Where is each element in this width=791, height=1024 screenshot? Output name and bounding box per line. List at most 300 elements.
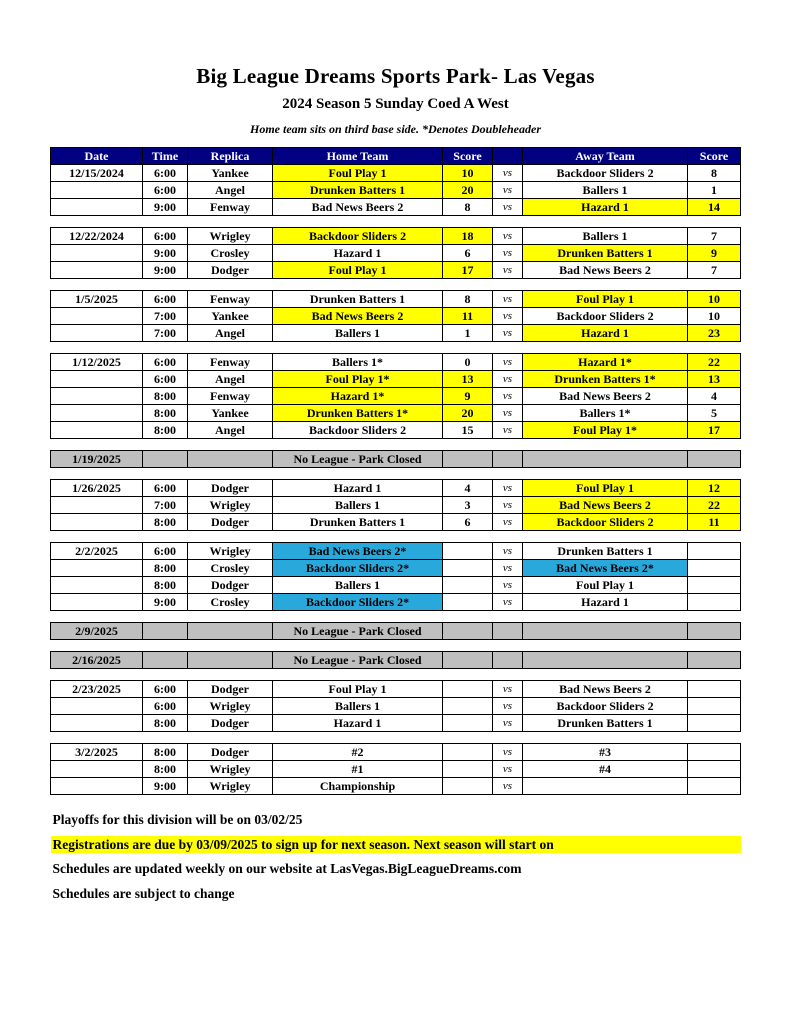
replica-cell: Dodger [188, 681, 273, 698]
game-row [51, 514, 741, 531]
date-cell [51, 388, 143, 405]
time-cell: 8:00 [143, 388, 188, 405]
away-score-cell: 7 [688, 262, 741, 279]
away-score-cell: 8 [688, 165, 741, 182]
away-team-cell: Bad News Beers 2* [523, 560, 688, 577]
replica-cell [188, 652, 273, 669]
replica-cell: Crosley [188, 594, 273, 611]
time-cell: 8:00 [143, 422, 188, 439]
away-score-cell [688, 577, 741, 594]
replica-cell: Crosley [188, 560, 273, 577]
game-row [51, 262, 741, 279]
home-score-cell: 11 [443, 308, 493, 325]
vs-cell: vs [493, 577, 523, 594]
date-cell [51, 405, 143, 422]
game-row [51, 480, 741, 497]
home-team-cell: #1 [273, 761, 443, 778]
vs-cell [493, 623, 523, 640]
away-score-cell [688, 652, 741, 669]
column-header-home-score: Score [443, 148, 493, 165]
replica-cell: Yankee [188, 165, 273, 182]
date-cell [51, 497, 143, 514]
game-row [51, 228, 741, 245]
spacer-row [51, 342, 741, 354]
date-cell [51, 182, 143, 199]
closed-row [51, 652, 741, 669]
time-cell: 6:00 [143, 354, 188, 371]
date-cell [51, 514, 143, 531]
date-cell [51, 715, 143, 732]
away-team-cell: Backdoor Sliders 2 [523, 308, 688, 325]
replica-cell: Angel [188, 371, 273, 388]
home-score-cell: 4 [443, 480, 493, 497]
home-score-cell: 6 [443, 514, 493, 531]
away-team-cell: Foul Play 1 [523, 577, 688, 594]
date-cell [51, 594, 143, 611]
home-score-cell [443, 652, 493, 669]
away-team-cell: Backdoor Sliders 2 [523, 698, 688, 715]
spacer-row [51, 611, 741, 623]
away-team-cell: Drunken Batters 1 [523, 715, 688, 732]
vs-cell: vs [493, 354, 523, 371]
spacer-row [51, 279, 741, 291]
replica-cell: Dodger [188, 262, 273, 279]
home-score-cell [443, 543, 493, 560]
time-cell: 8:00 [143, 744, 188, 761]
away-team-cell: Bad News Beers 2 [523, 262, 688, 279]
replica-cell: Wrigley [188, 698, 273, 715]
away-score-cell [688, 451, 741, 468]
away-score-cell: 22 [688, 497, 741, 514]
page-title: Big League Dreams Sports Park- Las Vegas [196, 64, 595, 88]
vs-cell: vs [493, 681, 523, 698]
vs-cell: vs [493, 715, 523, 732]
date-cell [51, 422, 143, 439]
time-cell: 7:00 [143, 325, 188, 342]
away-team-cell: Drunken Batters 1 [523, 245, 688, 262]
home-score-cell [443, 623, 493, 640]
home-team-cell: Backdoor Sliders 2 [273, 228, 443, 245]
vs-cell: vs [493, 497, 523, 514]
date-cell: 3/2/2025 [51, 744, 143, 761]
away-score-cell [688, 543, 741, 560]
home-score-cell: 20 [443, 182, 493, 199]
vs-cell: vs [493, 422, 523, 439]
date-cell [51, 245, 143, 262]
away-team-cell: Bad News Beers 2 [523, 497, 688, 514]
game-row [51, 245, 741, 262]
time-cell: 6:00 [143, 291, 188, 308]
column-header-away-team: Away Team [523, 148, 688, 165]
vs-cell: vs [493, 228, 523, 245]
game-row [51, 354, 741, 371]
game-row [51, 543, 741, 560]
date-cell [51, 371, 143, 388]
game-row [51, 308, 741, 325]
away-score-cell: 14 [688, 199, 741, 216]
vs-cell: vs [493, 291, 523, 308]
replica-cell: Wrigley [188, 497, 273, 514]
home-score-cell: 6 [443, 245, 493, 262]
game-row [51, 744, 741, 761]
time-cell: 6:00 [143, 371, 188, 388]
spacer-row [51, 439, 741, 451]
time-cell: 8:00 [143, 761, 188, 778]
date-cell: 12/15/2024 [51, 165, 143, 182]
away-score-cell [688, 560, 741, 577]
date-cell [51, 778, 143, 795]
footer-line-1: Playoffs for this division will be on 03/02/25 [52, 812, 303, 827]
home-team-cell: Backdoor Sliders 2* [273, 560, 443, 577]
away-score-cell: 5 [688, 405, 741, 422]
replica-cell: Yankee [188, 308, 273, 325]
time-cell: 6:00 [143, 165, 188, 182]
away-score-cell: 22 [688, 354, 741, 371]
home-team-cell: Hazard 1 [273, 715, 443, 732]
spacer-row [51, 732, 741, 744]
vs-cell: vs [493, 480, 523, 497]
footer-line-2: Registrations are due by 03/09/2025 to sign up for next season. Next season will start on [51, 836, 741, 854]
away-team-cell: Foul Play 1 [523, 480, 688, 497]
game-row [51, 681, 741, 698]
home-score-cell [443, 451, 493, 468]
away-team-cell [523, 652, 688, 669]
away-team-cell [523, 623, 688, 640]
away-team-cell: Ballers 1* [523, 405, 688, 422]
replica-cell: Dodger [188, 744, 273, 761]
home-score-cell: 10 [443, 165, 493, 182]
home-score-cell: 17 [443, 262, 493, 279]
home-team-cell: #2 [273, 744, 443, 761]
home-team-cell: Bad News Beers 2 [273, 199, 443, 216]
replica-cell: Dodger [188, 514, 273, 531]
game-row [51, 422, 741, 439]
spacer-cell [51, 468, 741, 480]
game-row [51, 761, 741, 778]
time-cell: 8:00 [143, 577, 188, 594]
away-score-cell: 10 [688, 291, 741, 308]
date-cell: 1/5/2025 [51, 291, 143, 308]
away-team-cell: Hazard 1* [523, 354, 688, 371]
away-team-cell: Backdoor Sliders 2 [523, 514, 688, 531]
away-score-cell [688, 744, 741, 761]
away-score-cell: 12 [688, 480, 741, 497]
home-team-cell: Bad News Beers 2 [273, 308, 443, 325]
spacer-row [51, 216, 741, 228]
game-row [51, 325, 741, 342]
date-cell [51, 199, 143, 216]
vs-cell: vs [493, 778, 523, 795]
spacer-cell [51, 640, 741, 652]
spacer-row [51, 468, 741, 480]
away-team-cell: Foul Play 1 [523, 291, 688, 308]
date-cell [51, 560, 143, 577]
away-score-cell: 11 [688, 514, 741, 531]
game-row [51, 577, 741, 594]
home-team-cell: Hazard 1 [273, 480, 443, 497]
date-cell: 1/26/2025 [51, 480, 143, 497]
date-cell: 2/2/2025 [51, 543, 143, 560]
date-cell: 12/22/2024 [51, 228, 143, 245]
spacer-row [51, 669, 741, 681]
time-cell: 8:00 [143, 514, 188, 531]
away-score-cell [688, 715, 741, 732]
home-score-cell: 9 [443, 388, 493, 405]
vs-cell: vs [493, 594, 523, 611]
home-team-cell: Backdoor Sliders 2* [273, 594, 443, 611]
replica-cell: Fenway [188, 199, 273, 216]
footer-notes [51, 811, 741, 902]
column-header-away-score: Score [688, 148, 741, 165]
vs-cell: vs [493, 325, 523, 342]
game-row [51, 199, 741, 216]
away-team-cell: Bad News Beers 2 [523, 681, 688, 698]
closed-row [51, 451, 741, 468]
away-score-cell [688, 594, 741, 611]
closed-text-cell: No League - Park Closed [273, 652, 443, 669]
home-score-cell: 13 [443, 371, 493, 388]
time-cell: 9:00 [143, 262, 188, 279]
date-cell: 2/23/2025 [51, 681, 143, 698]
game-row [51, 698, 741, 715]
column-header-replica: Replica [188, 148, 273, 165]
time-cell: 8:00 [143, 715, 188, 732]
game-row [51, 388, 741, 405]
home-score-cell [443, 577, 493, 594]
away-team-cell: Foul Play 1* [523, 422, 688, 439]
game-row [51, 715, 741, 732]
replica-cell: Wrigley [188, 761, 273, 778]
home-team-cell: Drunken Batters 1 [273, 182, 443, 199]
home-team-cell: Ballers 1 [273, 325, 443, 342]
closed-text-cell: No League - Park Closed [273, 623, 443, 640]
date-cell: 2/16/2025 [51, 652, 143, 669]
home-team-cell: Foul Play 1 [273, 262, 443, 279]
home-score-cell [443, 778, 493, 795]
home-team-cell: Ballers 1 [273, 577, 443, 594]
away-score-cell [688, 761, 741, 778]
home-team-cell: Hazard 1* [273, 388, 443, 405]
replica-cell: Dodger [188, 480, 273, 497]
away-score-cell: 1 [688, 182, 741, 199]
home-team-cell: Backdoor Sliders 2 [273, 422, 443, 439]
vs-cell [493, 451, 523, 468]
vs-cell [493, 652, 523, 669]
replica-cell: Crosley [188, 245, 273, 262]
away-score-cell [688, 681, 741, 698]
vs-cell: vs [493, 744, 523, 761]
home-team-cell: Championship [273, 778, 443, 795]
home-score-cell: 18 [443, 228, 493, 245]
date-cell [51, 308, 143, 325]
time-cell: 6:00 [143, 480, 188, 497]
away-team-cell: #3 [523, 744, 688, 761]
game-row [51, 291, 741, 308]
replica-cell: Wrigley [188, 778, 273, 795]
time-cell: 9:00 [143, 245, 188, 262]
spacer-cell [51, 531, 741, 543]
away-score-cell [688, 698, 741, 715]
season-subtitle: 2024 Season 5 Sunday Coed A West [282, 96, 509, 112]
time-cell: 9:00 [143, 199, 188, 216]
home-team-cell: Drunken Batters 1 [273, 291, 443, 308]
vs-cell: vs [493, 514, 523, 531]
home-score-cell [443, 715, 493, 732]
home-score-cell [443, 698, 493, 715]
game-row [51, 405, 741, 422]
home-score-cell: 20 [443, 405, 493, 422]
home-score-cell: 8 [443, 199, 493, 216]
time-cell: 6:00 [143, 543, 188, 560]
away-team-cell [523, 451, 688, 468]
home-team-cell: Bad News Beers 2* [273, 543, 443, 560]
away-team-cell: Hazard 1 [523, 594, 688, 611]
time-cell [143, 652, 188, 669]
replica-cell: Angel [188, 422, 273, 439]
date-cell [51, 761, 143, 778]
away-team-cell: Ballers 1 [523, 182, 688, 199]
spacer-cell [51, 216, 741, 228]
vs-cell: vs [493, 543, 523, 560]
footer-line-4: Schedules are subject to change [52, 885, 235, 901]
home-score-cell: 3 [443, 497, 493, 514]
time-cell: 6:00 [143, 182, 188, 199]
vs-cell: vs [493, 245, 523, 262]
time-cell: 6:00 [143, 681, 188, 698]
replica-cell: Angel [188, 325, 273, 342]
time-cell: 9:00 [143, 594, 188, 611]
replica-cell: Fenway [188, 354, 273, 371]
closed-row [51, 623, 741, 640]
spacer-cell [51, 732, 741, 744]
time-cell [143, 623, 188, 640]
vs-cell: vs [493, 262, 523, 279]
home-team-cell: Hazard 1 [273, 245, 443, 262]
spacer-row [51, 531, 741, 543]
spacer-cell [51, 342, 741, 354]
home-score-cell: 15 [443, 422, 493, 439]
home-team-cell: Foul Play 1* [273, 371, 443, 388]
home-score-cell [443, 594, 493, 611]
home-team-cell: Ballers 1 [273, 698, 443, 715]
game-row [51, 182, 741, 199]
spacer-row [51, 640, 741, 652]
time-cell: 6:00 [143, 698, 188, 715]
replica-cell: Wrigley [188, 543, 273, 560]
vs-cell: vs [493, 182, 523, 199]
spacer-cell [51, 669, 741, 681]
game-row [51, 778, 741, 795]
away-score-cell: 10 [688, 308, 741, 325]
replica-cell: Dodger [188, 577, 273, 594]
game-row [51, 497, 741, 514]
column-header-home-team: Home Team [273, 148, 443, 165]
spacer-cell [51, 611, 741, 623]
away-score-cell: 4 [688, 388, 741, 405]
column-header-date: Date [51, 148, 143, 165]
vs-cell: vs [493, 405, 523, 422]
date-cell [51, 698, 143, 715]
home-team-cell: Foul Play 1 [273, 681, 443, 698]
vs-cell: vs [493, 308, 523, 325]
away-team-cell: Hazard 1 [523, 199, 688, 216]
vs-cell: vs [493, 761, 523, 778]
vs-cell: vs [493, 698, 523, 715]
time-cell: 8:00 [143, 560, 188, 577]
replica-cell: Dodger [188, 715, 273, 732]
time-cell: 9:00 [143, 778, 188, 795]
closed-text-cell: No League - Park Closed [273, 451, 443, 468]
home-score-cell [443, 560, 493, 577]
replica-cell [188, 451, 273, 468]
home-score-cell [443, 761, 493, 778]
vs-cell: vs [493, 371, 523, 388]
replica-cell [188, 623, 273, 640]
replica-cell: Yankee [188, 405, 273, 422]
schedule-table [50, 147, 741, 795]
away-score-cell: 9 [688, 245, 741, 262]
game-row [51, 371, 741, 388]
time-cell: 7:00 [143, 308, 188, 325]
away-score-cell: 23 [688, 325, 741, 342]
game-row [51, 560, 741, 577]
replica-cell: Angel [188, 182, 273, 199]
time-cell: 8:00 [143, 405, 188, 422]
away-team-cell: Bad News Beers 2 [523, 388, 688, 405]
time-cell: 7:00 [143, 497, 188, 514]
home-score-cell [443, 681, 493, 698]
away-score-cell: 17 [688, 422, 741, 439]
home-team-cell: Drunken Batters 1 [273, 514, 443, 531]
table-header-row [51, 148, 741, 165]
away-team-cell: Drunken Batters 1* [523, 371, 688, 388]
home-score-cell: 0 [443, 354, 493, 371]
column-header-time: Time [143, 148, 188, 165]
game-row [51, 165, 741, 182]
date-cell [51, 577, 143, 594]
replica-cell: Fenway [188, 388, 273, 405]
away-score-cell: 13 [688, 371, 741, 388]
home-score-cell [443, 744, 493, 761]
away-team-cell: Drunken Batters 1 [523, 543, 688, 560]
home-team-cell: Foul Play 1 [273, 165, 443, 182]
away-score-cell [688, 623, 741, 640]
game-row [51, 594, 741, 611]
vs-cell: vs [493, 388, 523, 405]
time-cell [143, 451, 188, 468]
replica-cell: Wrigley [188, 228, 273, 245]
away-score-cell [688, 778, 741, 795]
home-team-cell: Ballers 1 [273, 497, 443, 514]
spacer-cell [51, 439, 741, 451]
away-team-cell: Ballers 1 [523, 228, 688, 245]
footer-line-3: Schedules are updated weekly on our website at LasVegas.BigLeagueDreams.com [52, 861, 522, 877]
date-cell: 2/9/2025 [51, 623, 143, 640]
home-team-cell: Drunken Batters 1* [273, 405, 443, 422]
home-score-cell: 1 [443, 325, 493, 342]
away-team-cell: #4 [523, 761, 688, 778]
date-cell: 1/12/2025 [51, 354, 143, 371]
column-header-vs [493, 148, 523, 165]
away-team-cell [523, 778, 688, 795]
home-score-cell: 8 [443, 291, 493, 308]
date-cell: 1/19/2025 [51, 451, 143, 468]
spacer-cell [51, 279, 741, 291]
time-cell: 6:00 [143, 228, 188, 245]
date-cell [51, 262, 143, 279]
date-cell [51, 325, 143, 342]
away-score-cell: 7 [688, 228, 741, 245]
